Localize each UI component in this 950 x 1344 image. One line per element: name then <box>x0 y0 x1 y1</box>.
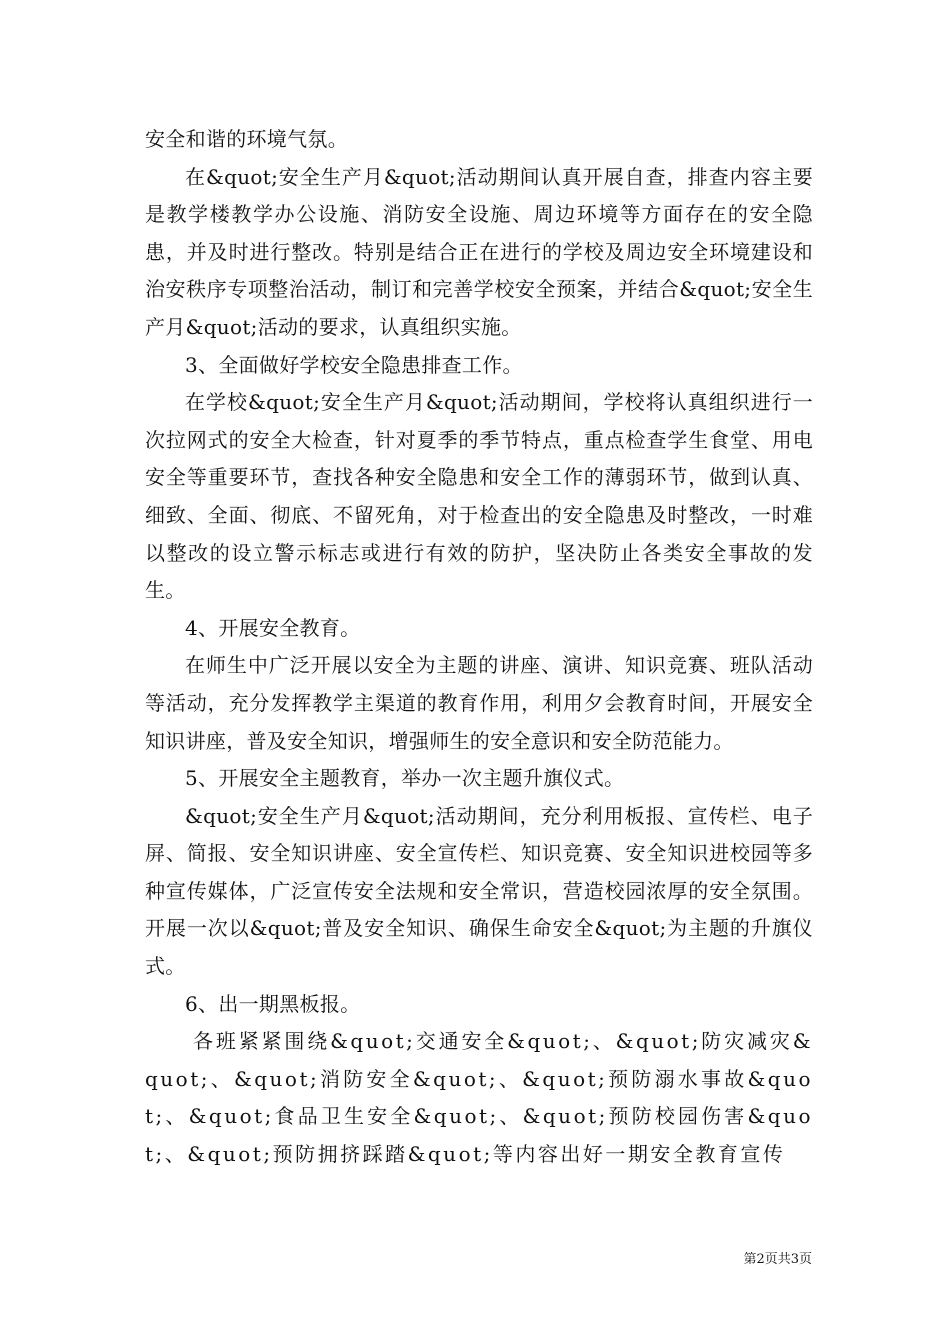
paragraph-flag-ceremony: &quot;安全生产月&quot;活动期间，充分利用板报、宣传栏、电子屏、简报、安全知识讲座、安全宣传栏、知识竞赛、安全知识进校园等多种宣传媒体，广泛宣传安全法规和安全常识，营造校园浓厚的安全氛围。开展一次以&quot;普及安全知识、确保生命安全&quot;为主题的升旗仪式。 <box>145 803 813 979</box>
heading-item-4: 4、开展安全教育。 <box>185 615 361 640</box>
page-number: 第2页共3页 <box>743 1252 812 1267</box>
paragraph-safety-inspection: 在学校&quot;安全生产月&quot;活动期间，学校将认真组织进行一次拉网式的安全大检查，针对夏季的季节特点，重点检查学生食堂、用电安全等重要环节，查找各种安全隐患和安全工作的薄弱环节，做到认真、细致、全面、彻底、不留死角，对于检查出的安全隐患及时整改，一时难以整改的设立警示标志或进行有效的防护，坚决防止各类安全事故的发生。 <box>145 390 813 603</box>
paragraph-self-inspection: 在&quot;安全生产月&quot;活动期间认真开展自查，排查内容主要是教学楼教学办公设施、消防安全设施、周边环境等方面存在的安全隐患，并及时进行整改。特别是结合正在进行的学校及周边安全环境建设和治安秩序专项整治活动，制订和完善学校安全预案，并结合&quot;安全生产月&quot;活动的要求，认真组织实施。 <box>145 164 813 339</box>
paragraph-blackboard: 各班紧紧围绕&quot;交通安全&quot;、&quot;防灾减灾&quot;、&quot;消防安全&quot;、&quot;预防溺水事故&quot;、&quot;食品卫生安全&quot;、&quot;预防校园伤害&quot;、&quot;预防拥挤踩踏&quot;等内容出好一期安全教育宣传 <box>145 1029 813 1167</box>
document-body <box>145 121 813 1174</box>
heading-item-6: 6、出一期黑板报。 <box>185 991 361 1016</box>
heading-item-3: 3、全面做好学校安全隐患排查工作。 <box>185 352 523 377</box>
paragraph-continuation: 安全和谐的环境气氛。 <box>145 127 348 151</box>
paragraph-safety-education: 在师生中广泛开展以安全为主题的讲座、演讲、知识竞赛、班队活动等活动，充分发挥教学主渠道的教育作用，利用夕会教育时间，开展安全知识讲座，普及安全知识，增强师生的安全意识和安全防范能力。 <box>145 653 813 753</box>
heading-item-5: 5、开展安全主题教育，举办一次主题升旗仪式。 <box>185 766 625 791</box>
